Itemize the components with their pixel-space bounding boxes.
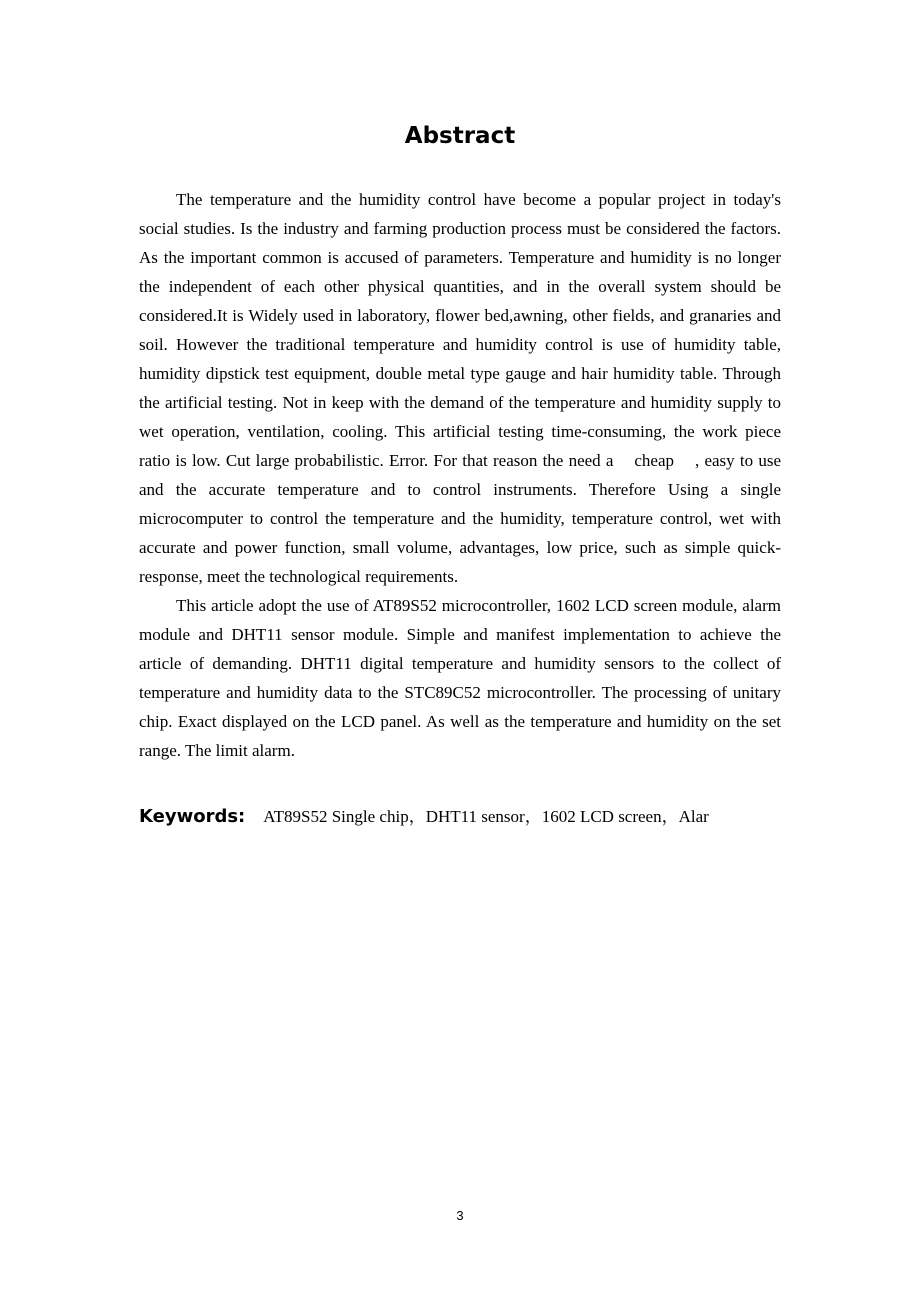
abstract-paragraph-1: The temperature and the humidity control have become a popular project in today's social studies. Is the industry and farming production process must be considered the factors. As the important common is accused of parameters. Temperature and humidity is no longer the independent of each other physical quantities, and in the overall system should be considered.It is Widely used in laboratory, flower bed,awning, other fields, and granaries and soil. However the traditional temperature and humidity control is use of humidity table, humidity dipstick test equipment, double metal type gauge and hair humidity table. Through the artificial testing. Not in keep with the demand of the temperature and humidity supply to wet operation, ventilation, cooling. This artificial testing time-consuming, the work piece ratio is low. Cut large probabilistic. Error. For that reason the need a cheap , easy to use and the accurate temperature and to control instruments. Therefore Using a single microcomputer to control the temperature and the humidity, temperature control, wet with accurate and power function, small volume, advantages, low price, such as simple quick-response, meet the technological requirements. <box>139 190 781 586</box>
page-number: 3 <box>456 1208 464 1223</box>
keywords-line <box>139 803 799 832</box>
abstract-paragraph-2: This article adopt the use of AT89S52 microcontroller, 1602 LCD screen module, alarm module and DHT11 sensor module. Simple and manifest implementation to achieve the article of demanding. DHT11 digital temperature and humidity sensors to the collect of temperature and humidity data to the STC89C52 microcontroller. The processing of unitary chip. Exact displayed on the LCD panel. As well as the temperature and humidity on the set range. The limit alarm. <box>139 596 781 760</box>
abstract-body <box>139 185 781 765</box>
keywords-label: Keywords: <box>139 806 246 827</box>
keywords-text: AT89S52 Single chip，DHT11 sensor，1602 LCD screen，Alar <box>263 807 709 826</box>
abstract-title: Abstract <box>404 123 516 149</box>
